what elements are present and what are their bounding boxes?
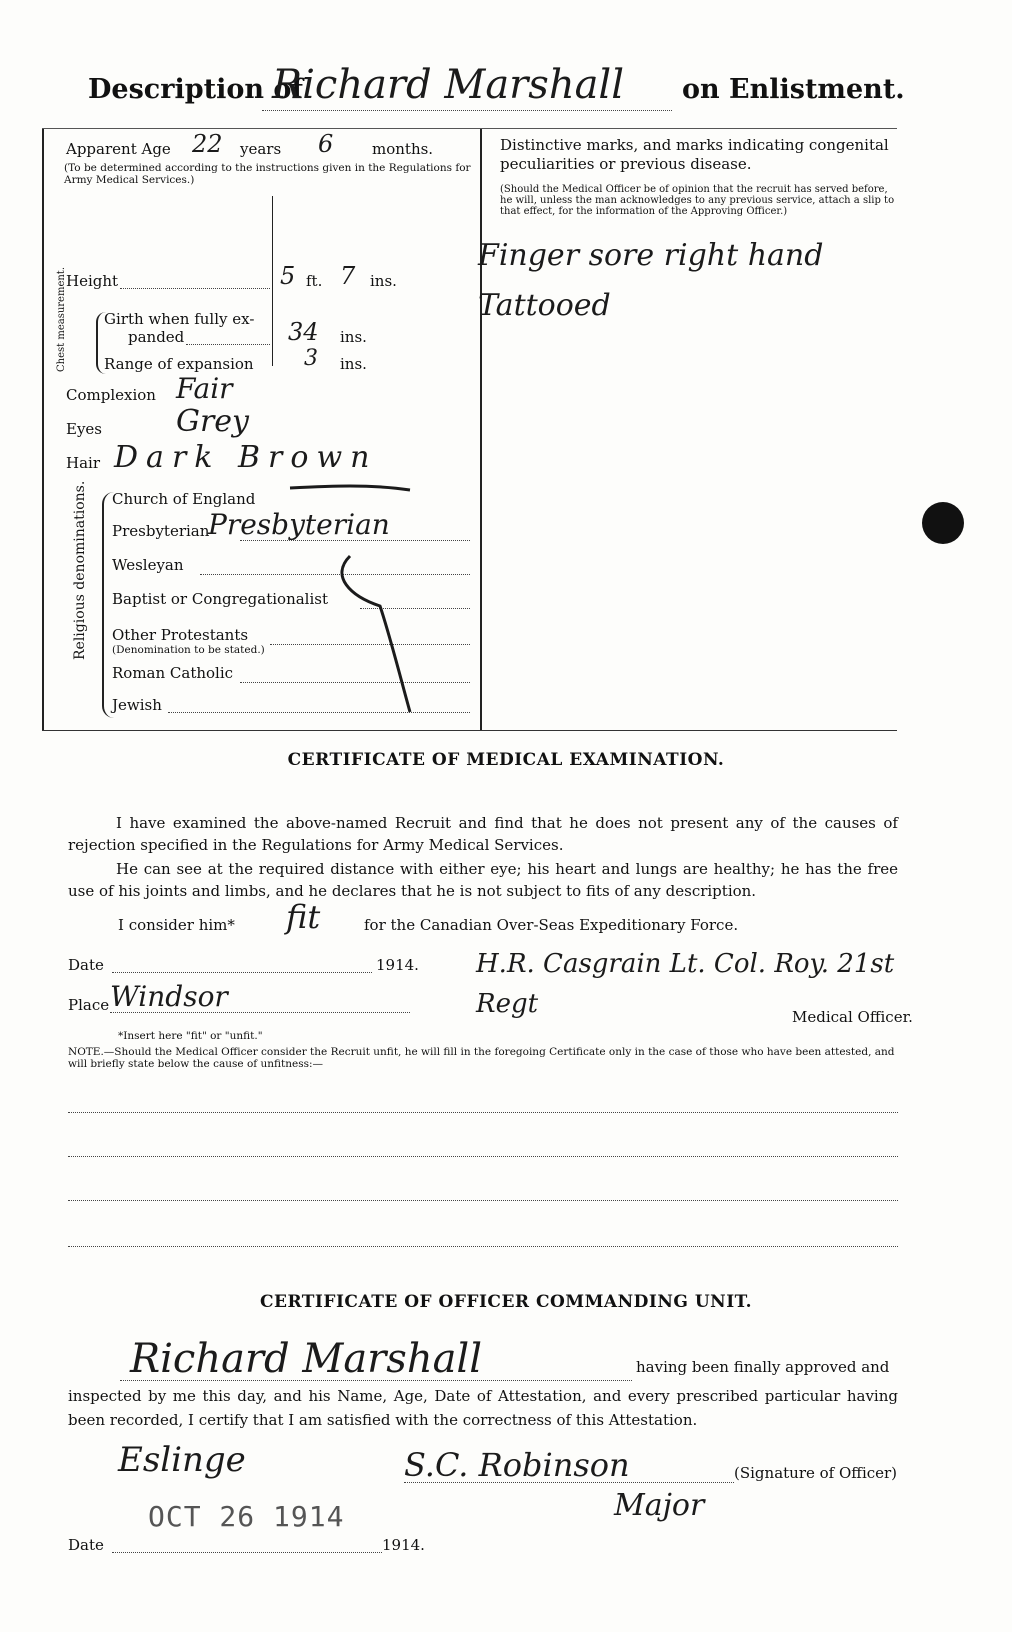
commanding-heading: CERTIFICATE OF OFFICER COMMANDING UNIT. <box>259 1292 753 1312</box>
months-label: months. <box>372 140 434 158</box>
punch-hole <box>922 502 964 544</box>
marks-heading: Distinctive marks, and marks indicating congenital peculiarities or previous disease. <box>500 136 889 173</box>
hair-label: Hair <box>66 454 100 472</box>
girth-label-1: Girth when fully ex- <box>104 310 255 328</box>
commanding-para: inspected by me this day, and his Name, Age, Date of Attestation, and every prescribed particular having been recorded, I certify that I am satisfied with the correctness of this Attestation. <box>68 1387 898 1429</box>
unfit-line-4 <box>68 1246 898 1247</box>
height-label: Height <box>66 272 119 290</box>
girth-label-2: panded <box>128 328 185 346</box>
commanding-year: 1914. <box>382 1536 425 1554</box>
commanding-rank: Major <box>614 1488 705 1523</box>
marks-line-2: Tattooed <box>478 288 611 323</box>
consider-suffix: for the Canadian Over-Seas Expeditionary Force. <box>364 916 739 934</box>
medical-para-1: I have examined the above-named Recruit and find that he does not present any of the causes of rejection specified in the Regulations for Army Medical Services. <box>68 814 898 854</box>
place-dots <box>110 1012 410 1013</box>
eyes-value: Grey <box>176 404 250 439</box>
religion-wesleyan: Wesleyan <box>112 556 184 574</box>
chest-side-label: Chest measurement. <box>56 266 67 372</box>
religion-baptist: Baptist or Congregationalist <box>112 590 328 608</box>
title-prefix: Description of <box>88 74 303 105</box>
fit-value: fit <box>286 898 321 936</box>
place-value: Windsor <box>110 980 228 1013</box>
medical-date-dots <box>112 972 372 973</box>
medical-officer-signature: H.R. Casgrain Lt. Col. Roy. 21st Regt <box>476 949 895 1019</box>
years-label: years <box>240 140 282 158</box>
range-value: 3 <box>304 346 318 371</box>
unfit-line-2 <box>68 1156 898 1157</box>
commanding-date-label: Date <box>68 1536 104 1554</box>
religion-jewish: Jewish <box>112 696 162 714</box>
commanding-place: Eslinge <box>118 1440 246 1480</box>
frame-left <box>42 128 44 730</box>
commanding-officer-signature: S.C. Robinson <box>404 1446 630 1484</box>
frame-divider <box>480 128 482 730</box>
frame-top <box>42 128 897 129</box>
age-months-value: 6 <box>318 130 334 158</box>
age-note: (To be determined according to the instructions given in the Regulations for Army Medical Services.) <box>64 162 471 186</box>
hair-value: Dark Brown <box>114 440 378 475</box>
medical-date-label: Date <box>68 956 104 974</box>
height-dots <box>120 288 270 289</box>
unfit-line-3 <box>68 1200 898 1201</box>
medical-officer-label: Medical Officer. <box>792 1008 913 1026</box>
height-in-value: 7 <box>340 262 356 290</box>
range-label: Range of expansion <box>104 355 254 373</box>
place-label: Place <box>68 996 110 1014</box>
girth-dots <box>186 344 270 345</box>
marks-line-1: Finger sore right hand <box>478 238 824 273</box>
marks-note: (Should the Medical Officer be of opinion that the recruit has served before, he will, unless the man acknowledges to any previous service, attach a slip to that effect, for the information of the Approving Officer.) <box>500 184 895 217</box>
commanding-name-dots <box>120 1380 632 1381</box>
signature-label: (Signature of Officer) <box>734 1464 898 1482</box>
eyes-label: Eyes <box>66 420 102 438</box>
unfit-note: NOTE.—Should the Medical Officer consider the Recruit unfit, he will fill in the foregoing Certificate only in the case of those who have been attested, and will briefly state below the cause of unfitness:— <box>68 1046 895 1070</box>
religion-denomination-note: (Denomination to be stated.) <box>112 644 265 656</box>
range-unit: ins. <box>340 355 367 373</box>
approved-text: having been finally approved and <box>636 1358 890 1376</box>
complexion-value: Fair <box>176 372 233 405</box>
religion-presbyterian: Presbyterian <box>112 522 210 540</box>
title-suffix: on Enlistment. <box>682 74 905 105</box>
religion-value: Presbyterian <box>208 508 390 541</box>
ft-label: ft. <box>306 272 323 290</box>
age-years-value: 22 <box>192 130 223 158</box>
fit-footnote: *Insert here "fit" or "unfit." <box>118 1030 263 1042</box>
religion-roman-catholic: Roman Catholic <box>112 664 234 682</box>
unfit-line-1 <box>68 1112 898 1113</box>
religion-other-protestants: Other Protestants <box>112 626 249 644</box>
commanding-date-dots <box>112 1552 382 1553</box>
name-dotted-line <box>262 110 672 111</box>
religion-strike-mark <box>270 476 440 716</box>
religion-church-of-england: Church of England <box>112 490 256 508</box>
height-ins-label: ins. <box>370 272 397 290</box>
recruit-name: Richard Marshall <box>272 62 625 108</box>
date-stamp: OCT 26 1914 <box>148 1500 345 1533</box>
girth-value: 34 <box>288 318 319 346</box>
inner-divider <box>272 196 273 366</box>
girth-unit: ins. <box>340 328 367 346</box>
commanding-recruit-name: Richard Marshall <box>130 1336 483 1382</box>
medical-para-2: He can see at the required distance with either eye; his heart and lungs are healthy; he has the free use of his joints and limbs, and he declares that he is not subject to fits of any description. <box>68 860 898 900</box>
age-label: Apparent Age <box>66 140 171 158</box>
height-ft-value: 5 <box>280 262 296 290</box>
frame-bottom <box>42 730 897 731</box>
signature-dots <box>404 1482 734 1483</box>
medical-year: 1914. <box>376 956 419 974</box>
consider-prefix: I consider him* <box>118 916 235 934</box>
medical-heading: CERTIFICATE OF MEDICAL EXAMINATION. <box>287 750 725 770</box>
religion-side-label: Religious denominations. <box>72 480 88 660</box>
complexion-label: Complexion <box>66 386 156 404</box>
